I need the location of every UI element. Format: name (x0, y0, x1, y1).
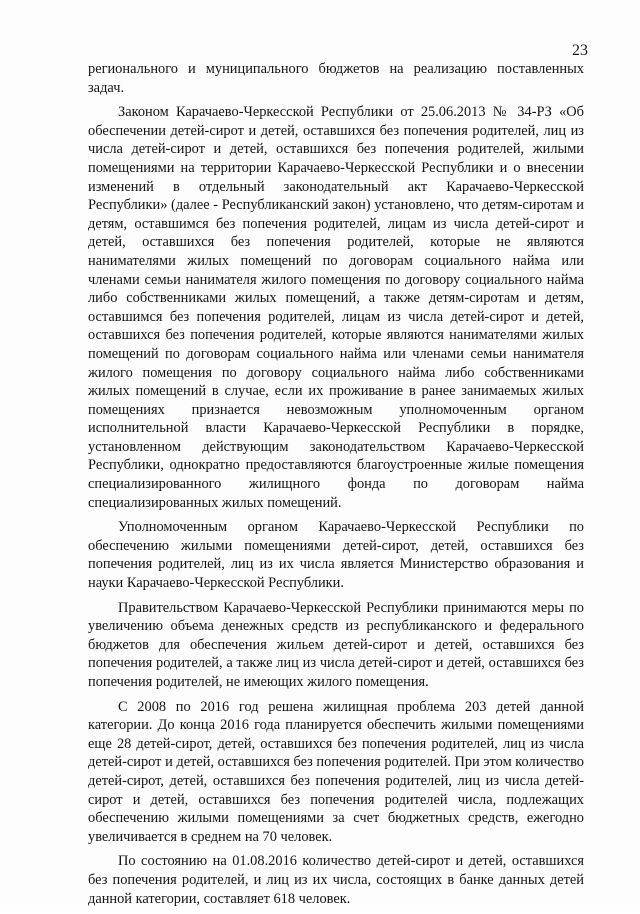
page-number: 23 (572, 42, 588, 59)
document-body (88, 60, 584, 914)
paragraph-government-measures: Правительством Карачаево-Черкесской Республики принимаются меры по увеличению объема денежных средств из республиканского и федерального бюджетов для обеспечения жильем детей-сирот и детей, оставшихся без попечения родителей, а также лиц из числа детей-сирот и детей, оставшихся без попечения родителей, не имеющих жилого помещения. (88, 599, 584, 690)
paragraph-database-count: По состоянию на 01.08.2016 количество детей-сирот и детей, оставшихся без попечения родителей, и лиц из их числа, состоящих в банке данных детей данной категории, составляет 618 человек. (88, 853, 584, 907)
paragraph-continued: регионального и муниципального бюджетов на реализацию поставленных задач. (88, 61, 584, 96)
paragraph-republican-law: Законом Карачаево-Черкесской Республики от 25.06.2013 № 34-РЗ «Об обеспечении детей-сирот и детей, оставшихся без попечения родителей, лиц из числа детей-сирот и детей, оставшихся без попечения родителей, жилыми помещениями на территории Карачаево-Черкесской Республики и о внесении изменений в отдельный законодательный акт Карачаево-Черкесской Республики» (далее - Республиканский закон) установлено, что детям-сиротам и детям, оставшимся без попечения родителей, лицам из числа детей-сирот и детей, оставшихся без попечения родителей, которые не являются нанимателями жилых помещений по договорам социального найма или членами семьи нанимателя жилого помещения по договору социального найма либо собственниками жилых помещений, а также детям-сиротам и детям, оставшимся без попечения родителей, лицам из числа детей-сирот и детей, оставшихся без попечения родителей, которые являются нанимателями жилых помещений по договорам социального найма или членами семьи нанимателя жилого помещения по договору социального найма либо собственниками жилых помещений в случае, если их проживание в ранее занимаемых жилых помещениях признается невозможным уполномоченным органом исполнительной власти Карачаево-Черкесской Республики в порядке, установленном действующим законодательством Карачаево-Черкесской Республики, однократно предоставляются благоустроенные жилые помещения специализированного жилищного фонда по договорам найма специализированных жилых помещений. (88, 104, 584, 511)
paragraph-authorized-body: Уполномоченным органом Карачаево-Черкесской Республики по обеспечению жилыми помещениями детей-сирот, детей, оставшихся без попечения родителей, лиц из их числа является Министерство образования и науки Карачаево-Черкесской Республики. (88, 519, 584, 592)
paragraph-housing-statistics: С 2008 по 2016 год решена жилищная проблема 203 детей данной категории. До конца 2016 года планируется обеспечить жилыми помещениями еще 28 детей-сирот, детей, оставшихся без попечения родителей, лиц из числа детей-сирот и детей, оставшихся без попечения родителей. При этом количество детей-сирот, детей, оставшихся без попечения родителей, лиц из числа детей-сирот и детей, оставшихся без попечения родителей числа, подлежащих обеспечению жилыми помещениями за счет бюджетных средств, ежегодно увеличивается в среднем на 70 человек. (88, 698, 584, 845)
